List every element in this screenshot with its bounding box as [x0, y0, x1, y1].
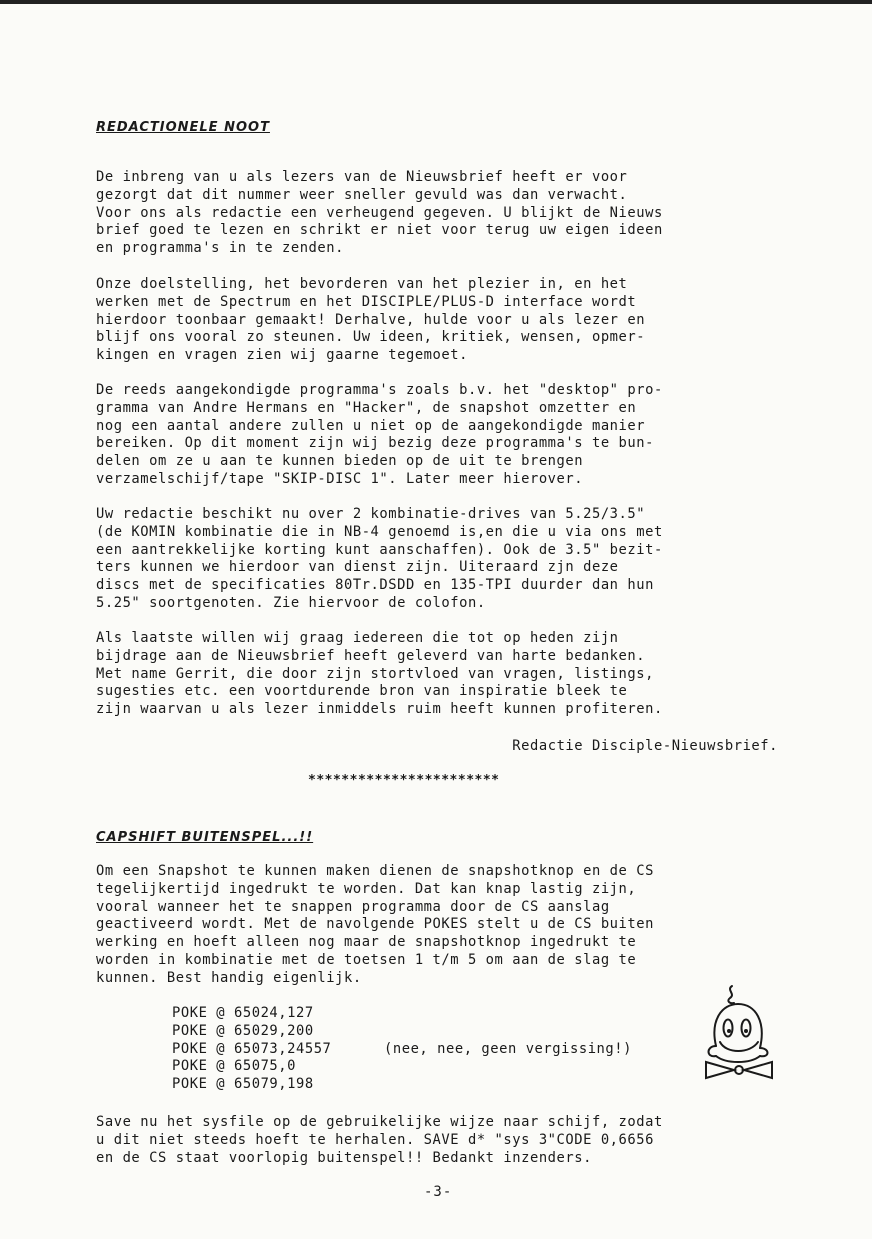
- text-line: Voor ons als redactie een verheugend gegeven. U blijkt de Nieuws: [96, 204, 663, 221]
- text-line: worden in kombinatie met de toetsen 1 t/m 5 om aan de slag te: [96, 951, 637, 968]
- text-line: hierdoor toonbaar gemaakt! Derhalve, hulde voor u als lezer en: [96, 311, 646, 328]
- text-line: geactiveerd wordt. Met de navolgende POKES stelt u de CS buiten: [96, 916, 654, 933]
- text-line: gezorgt dat dit nummer weer sneller gevuld was dan verwacht.: [96, 186, 628, 203]
- text-line: De reeds aangekondigde programma's zoals b.v. het "desktop" pro-: [96, 382, 663, 398]
- poke-line: POKE @ 65075,0: [172, 1058, 296, 1075]
- text-line: en programma's in te zenden.: [96, 240, 344, 257]
- text-line: ters kunnen we hierdoor van dienst zijn. Uiteraard zjn deze: [96, 559, 619, 576]
- paragraph-capshift-intro: [96, 863, 786, 988]
- paragraph-4: [96, 506, 786, 613]
- text-line: blijf ons vooral zo steunen. Uw ideen, kritiek, wensen, opmer-: [96, 329, 646, 346]
- text-line: een aantrekkelijke korting kunt aanschaffen). Ook de 3.5" bezit-: [96, 541, 663, 558]
- text-line: (de KOMIN kombinatie die in NB-4 genoemd is,en die u via ons met: [96, 523, 663, 540]
- poke-note: (nee, nee, geen vergissing!): [384, 1040, 632, 1057]
- section-heading-redactionele-noot: REDACTIONELE NOOT: [96, 120, 270, 135]
- section-heading-capshift-buitenspel: CAPSHIFT BUITENSPEL...!!: [96, 830, 314, 845]
- text-line: sugesties etc. een voortdurende bron van inspiratie bleek te: [96, 683, 628, 700]
- text-line: bijdrage aan de Nieuwsbrief heeft geleverd van harte bedanken.: [96, 647, 646, 664]
- text-line: delen om ze u aan te kunnen bieden op de uit te brengen: [96, 453, 584, 470]
- text-line: Uw redactie beschikt nu over 2 kombinatie-drives van 5.25/3.5": [96, 506, 646, 522]
- paragraph-1: [96, 169, 786, 258]
- paragraph-2: [96, 276, 786, 365]
- text-line: kingen en vragen zien wij gaarne tegemoet.: [96, 347, 468, 364]
- text-line: gramma van Andre Hermans en "Hacker", de snapshot omzetter en: [96, 399, 637, 416]
- text-line: werking en hoeft alleen nog maar de snapshotknop ingedrukt te: [96, 934, 637, 951]
- text-line: Als laatste willen wij graag iedereen die tot op heden zijn: [96, 630, 619, 646]
- poke-line: POKE @ 65029,200: [172, 1022, 314, 1039]
- text-line: nog een aantal andere zullen u niet op de aangekondigde manier: [96, 417, 646, 434]
- text-line: verzamelschijf/tape "SKIP-DISC 1". Later meer hierover.: [96, 470, 584, 487]
- text-line: en de CS staat voorlopig buitenspel!! Bedankt inzenders.: [96, 1149, 592, 1166]
- poke-line: POKE @ 65073,24557: [172, 1040, 332, 1057]
- text-line: 5.25" soortgenoten. Zie hiervoor de colofon.: [96, 594, 486, 611]
- signature: Redactie Disciple-Nieuwsbrief.: [512, 738, 778, 754]
- poke-line: POKE @ 65024,127: [172, 1005, 314, 1021]
- text-line: brief goed te lezen en schrikt er niet voor terug uw eigen ideen: [96, 222, 663, 239]
- poke-line: POKE @ 65079,198: [172, 1076, 314, 1093]
- top-border-line: [0, 0, 872, 4]
- text-line: bereiken. Op dit moment zijn wij bezig deze programma's te bun-: [96, 435, 654, 452]
- paragraph-5: [96, 630, 786, 719]
- text-line: kunnen. Best handig eigenlijk.: [96, 969, 362, 986]
- paragraph-capshift-save: [96, 1114, 786, 1167]
- text-line: Met name Gerrit, die door zijn stortvloed van vragen, listings,: [96, 665, 654, 682]
- text-line: Onze doelstelling, het bevorderen van het plezier in, en het: [96, 276, 628, 292]
- text-line: u dit niet steeds hoeft te herhalen. SAVE d* "sys 3"CODE 0,6656: [96, 1131, 654, 1148]
- text-line: zijn waarvan u als lezer inmiddels ruim heeft kunnen profiteren.: [96, 701, 663, 718]
- text-line: tegelijkertijd ingedrukt te worden. Dat kan knap lastig zijn,: [96, 880, 637, 897]
- text-line: Om een Snapshot te kunnen maken dienen de snapshotknop en de CS: [96, 863, 654, 879]
- text-line: Save nu het sysfile op de gebruikelijke wijze naar schijf, zodat: [96, 1114, 663, 1130]
- poke-listing: [172, 1005, 632, 1094]
- text-line: discs met de specificaties 80Tr.DSDD en 135-TPI duurder dan hun: [96, 577, 654, 594]
- text-line: werken met de Spectrum en het DISCIPLE/PLUS-D interface wordt: [96, 293, 637, 310]
- paragraph-3: [96, 382, 786, 489]
- text-line: vooral wanneer het te snappen programma door de CS aanslag: [96, 898, 610, 915]
- page-number: -3-: [424, 1184, 453, 1200]
- text-line: De inbreng van u als lezers van de Nieuwsbrief heeft er voor: [96, 169, 628, 185]
- separator-stars: ***********************: [308, 773, 500, 788]
- mascot-icon: [700, 984, 778, 1080]
